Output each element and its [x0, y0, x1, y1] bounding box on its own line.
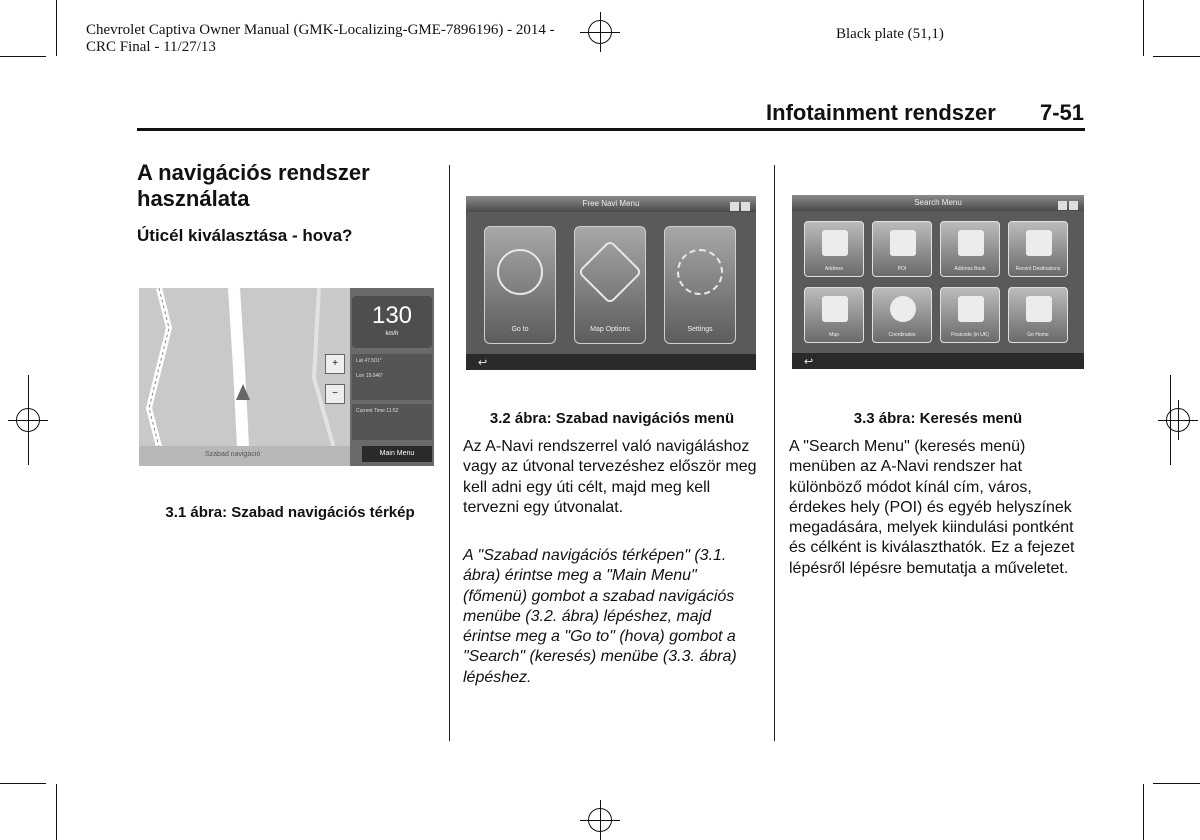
figure-caption: 3.2 ábra: Szabad navigációs menü — [489, 410, 735, 427]
position-info — [352, 354, 432, 400]
back-arrow-icon[interactable]: ↩ — [804, 356, 814, 368]
map-icon — [822, 296, 848, 322]
tile-label: Address Book — [954, 266, 986, 272]
main-menu-button[interactable]: Main Menu — [362, 446, 432, 462]
running-head — [766, 100, 1084, 126]
tile-label: Recent Destinations — [1015, 266, 1061, 272]
section-title: A navigációs rendszer használata — [137, 160, 370, 211]
tile-label: POI — [897, 266, 907, 272]
vehicle-arrow-icon — [236, 384, 250, 400]
info-line: Lon 19.046° — [356, 373, 384, 379]
tile-label: Map — [829, 332, 839, 338]
globe-icon — [497, 249, 543, 295]
crop-mark — [0, 783, 46, 784]
body-paragraph: Az A-Navi rendszerrel való navigáláshoz vagy az útvonal tervezéshez először meg kell adni egy úti célt, majd meg kell tervezni egy útvonalat. — [463, 438, 757, 516]
settings-button[interactable] — [664, 226, 736, 344]
zoom-in-icon[interactable]: + — [325, 354, 345, 374]
free-navi-menu-figure — [466, 196, 756, 370]
window-titlebar: Free Navi Menu — [466, 196, 756, 212]
plate-label: Black plate (51,1) — [836, 26, 944, 42]
body-paragraph-italic: A "Szabad navigációs térképen" (3.1. ábra) érintse meg a "Main Menu" (főmenü) gombot a szabad navigációs menübe (3.2. ábra) lépéshez, majd érintse meg a "Go to" (hova) gombot a "Search" (keresés) menübe (3.3. ábra) lépéshez. — [463, 547, 737, 686]
move-arrows-icon — [577, 239, 642, 304]
road-name-label: Szabad navigáció — [205, 451, 261, 458]
crop-mark — [0, 56, 46, 57]
registration-mark — [580, 12, 620, 52]
column-divider — [774, 165, 775, 741]
postcode-tile[interactable] — [940, 287, 1000, 343]
crop-mark — [1143, 0, 1144, 56]
recent-destinations-tile[interactable] — [1008, 221, 1068, 277]
print-meta-line1: Chevrolet Captiva Owner Manual (GMK-Localizing-GME-7896196) - 2014 - — [86, 22, 555, 38]
flag-icon — [1026, 230, 1052, 256]
info-line: Current Time 11:52 — [356, 408, 399, 414]
tile-label: Go Home — [1027, 332, 1049, 338]
info-panel — [350, 288, 434, 466]
map-tile[interactable] — [804, 287, 864, 343]
crop-mark — [1153, 56, 1200, 57]
house-icon — [822, 230, 848, 256]
globe-icon — [890, 296, 916, 322]
button-label: Settings — [687, 326, 713, 333]
pin-icon — [958, 296, 984, 322]
coordinates-tile[interactable] — [872, 287, 932, 343]
tile-label: Address — [824, 266, 844, 272]
time-info — [352, 404, 432, 440]
column-divider — [449, 165, 450, 741]
crop-mark — [56, 0, 57, 56]
go-home-tile[interactable] — [1008, 287, 1068, 343]
address-book-tile[interactable] — [940, 221, 1000, 277]
speed-display — [352, 296, 432, 348]
page-number: 7-51 — [1039, 100, 1084, 125]
window-titlebar: Search Menu — [792, 195, 1084, 211]
search-menu-figure — [792, 195, 1084, 369]
registration-mark — [1158, 400, 1198, 440]
header-rule — [137, 128, 1085, 131]
go-to-button[interactable] — [484, 226, 556, 344]
tile-label: Coordinates — [888, 332, 916, 338]
back-arrow-icon[interactable]: ↩ — [478, 357, 488, 369]
figure-caption: 3.1 ábra: Szabad navigációs térkép — [165, 504, 415, 521]
button-label: Map Options — [590, 326, 630, 333]
poi-tile[interactable] — [872, 221, 932, 277]
crop-mark — [56, 784, 57, 840]
subsection-title: Úticél kiválasztása - hova? — [137, 226, 353, 245]
crop-mark — [1153, 783, 1200, 784]
window-bottombar — [792, 353, 1084, 369]
titlebar-icons — [728, 198, 750, 209]
titlebar-icons — [1056, 197, 1078, 208]
print-meta-line2: CRC Final - 11/27/13 — [86, 39, 216, 55]
crop-mark — [1170, 375, 1171, 465]
info-line: Lat 47.501° — [356, 358, 382, 364]
tile-label: Postcode (in UK) — [951, 332, 989, 338]
map-options-button[interactable] — [574, 226, 646, 344]
body-paragraph: A "Search Menu" (keresés menü) menüben az A-Navi rendszer hat különböző módot kínál cím, város, érdekes hely (POI) és egyéb helyszínek megadására, melyek kiindulási pontként és célként is kiválaszthatók. Ez a fejezet lépésről lépésre bemutatja a műveletet. — [789, 438, 1075, 577]
address-tile[interactable] — [804, 221, 864, 277]
star-icon — [890, 230, 916, 256]
home-return-icon — [1026, 296, 1052, 322]
gear-icon — [677, 249, 723, 295]
book-icon — [958, 230, 984, 256]
crop-mark — [28, 375, 29, 465]
chapter-title: Infotainment rendszer — [766, 100, 996, 125]
print-meta — [86, 22, 555, 56]
free-navigation-map-figure — [139, 288, 434, 466]
speed-unit: km/h — [385, 331, 399, 337]
crop-mark — [1143, 784, 1144, 840]
registration-mark — [580, 800, 620, 840]
window-bottombar — [466, 354, 756, 370]
zoom-out-icon[interactable]: − — [325, 384, 345, 404]
speed-value: 130 — [371, 302, 413, 329]
button-label: Go to — [511, 326, 529, 333]
figure-caption: 3.3 ábra: Keresés menü — [853, 410, 1023, 427]
